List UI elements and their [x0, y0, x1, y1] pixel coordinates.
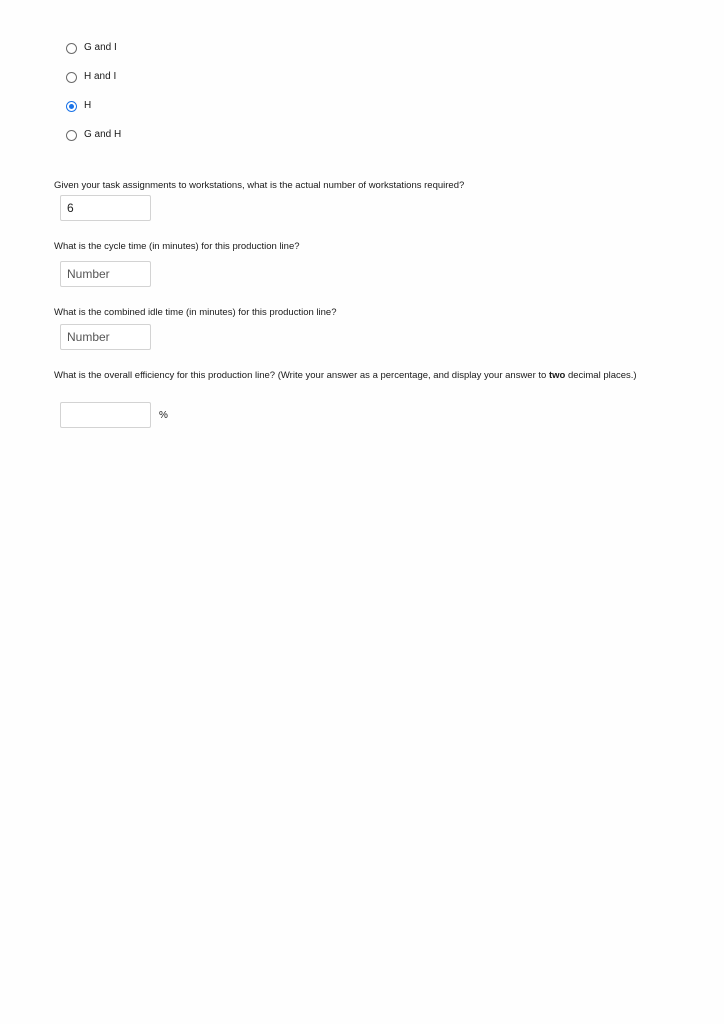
- question-efficiency: [54, 369, 664, 383]
- option-label: G and I: [84, 42, 117, 53]
- option-g-and-i[interactable]: [66, 40, 121, 56]
- option-label: H: [84, 100, 92, 111]
- radio-button-selected[interactable]: [66, 101, 77, 112]
- option-label: G and H: [84, 129, 122, 140]
- workstations-input[interactable]: [60, 195, 151, 221]
- question-efficiency-emphasis: two: [548, 370, 566, 381]
- radio-button[interactable]: [66, 130, 77, 141]
- question-efficiency-text-end: decimal places.): [565, 370, 637, 381]
- option-h-and-i[interactable]: [66, 69, 121, 85]
- question-efficiency-text: What is the overall efficiency for this production line? (Write your answer as a percentage, and display your answer to: [54, 370, 549, 381]
- efficiency-input[interactable]: [60, 402, 151, 428]
- idle-time-input[interactable]: [60, 324, 151, 350]
- radio-button[interactable]: [66, 43, 77, 54]
- option-label: H and I: [84, 71, 117, 82]
- radio-button[interactable]: [66, 72, 77, 83]
- question-idle-time: What is the combined idle time (in minutes) for this production line?: [54, 307, 337, 318]
- question-cycle-time: What is the cycle time (in minutes) for this production line?: [54, 241, 300, 252]
- cycle-time-input[interactable]: [60, 261, 151, 287]
- answer-options: [66, 40, 121, 156]
- option-g-and-h[interactable]: [66, 127, 121, 143]
- percent-unit: %: [159, 410, 168, 421]
- option-h[interactable]: [66, 98, 121, 114]
- question-workstations: Given your task assignments to workstations, what is the actual number of workstations required?: [54, 180, 465, 191]
